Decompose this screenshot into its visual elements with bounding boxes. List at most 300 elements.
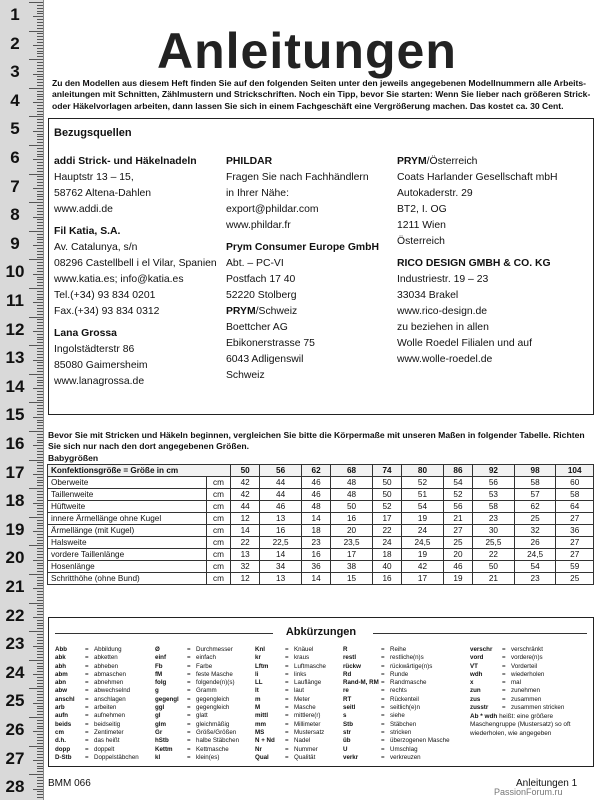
source-line: Av. Catalunya, s/n [54,242,138,253]
ruler-tick [37,305,43,306]
ruler-tick [37,265,43,266]
ruler-tick [37,751,43,752]
ruler-tick [37,380,43,381]
abbreviation-meaning: Stäbchen [390,720,417,728]
table-cell: 24 [402,525,444,537]
ruler-tick [37,748,43,749]
table-cell: 14 [301,573,330,585]
abbreviation-row [470,663,564,671]
ruler-tick [37,686,43,687]
ruler-tick [37,465,43,466]
table-cell: 23 [514,573,556,585]
ruler-tick [37,111,43,112]
ruler-tick [29,660,43,661]
equals-sign: = [187,654,191,662]
equals-sign: = [381,753,385,761]
ruler-tick [33,417,43,418]
abbreviation-key: cm [55,728,64,736]
abbreviation-meaning: klein(es) [196,753,220,761]
table-cell: 15 [331,573,373,585]
ruler-tick [37,279,43,280]
ruler-tick [37,314,43,315]
ruler-tick [29,145,43,146]
table-cell: 22 [473,549,515,561]
equals-sign: = [381,737,385,745]
ruler-tick [37,119,43,120]
abbreviation-key: Lftm [255,662,269,670]
footer-page: Anleitungen 1 [516,778,578,789]
source-line: export@phildar.com [226,204,319,215]
ruler-tick [37,771,43,772]
source-line: Autokaderstr. 29 [397,188,473,199]
source-line: 85080 Gaimersheim [54,360,148,371]
equals-sign: = [502,654,506,662]
abbreviation-row [55,671,139,679]
table-cell: 56 [473,477,515,489]
ruler-tick [37,105,43,106]
ruler-tick [33,274,43,275]
ruler-tick [37,600,43,601]
ruler-tick [37,797,43,798]
ruler-tick [37,694,43,695]
size-table [47,464,594,585]
abbreviation-meaning: feste Masche [196,670,233,678]
ruler-tick [37,82,43,83]
ruler-tick [33,388,43,389]
abbreviation-meaning: abnehmen [94,679,124,687]
abbreviation-meaning: Mustersatz [294,728,325,736]
abbreviation-key: s [343,712,347,720]
ruler-tick [37,611,43,612]
abbreviation-row [255,712,326,720]
table-cell: 64 [556,501,594,513]
source-line: in Ihrer Nähe: [226,188,289,199]
ruler-tick [37,623,43,624]
ruler-tick [37,511,43,512]
table-cell: 38 [331,561,373,573]
abbreviation-row [255,754,326,762]
abbreviation-meaning: Nadel [294,737,311,745]
ruler-number: 21 [5,577,25,596]
ruler-tick [33,703,43,704]
ruler-tick [37,397,43,398]
ruler-tick [37,448,43,449]
table-cell: 21 [443,513,472,525]
ruler-tick [37,585,43,586]
equals-sign: = [502,670,506,678]
abbreviation-key: Ø [155,646,160,653]
table-cell: 54 [402,501,444,513]
ruler-tick [37,425,43,426]
row-label: Oberweite [48,477,207,489]
abbreviation-key: li [255,670,259,678]
ruler-number: 6 [10,148,20,167]
ruler-number: 11 [6,291,24,310]
source-line: www.rico-design.de [397,306,488,317]
ruler-number: 25 [5,691,25,711]
abbreviation-row [343,687,450,695]
abbreviation-key: üb [343,737,351,745]
abbreviation-key: gl [155,712,161,720]
equals-sign: = [381,720,385,728]
abbreviation-meaning: Reihe [390,646,407,653]
ruler-tick [37,514,43,515]
abbreviation-row [155,679,239,687]
equals-sign: = [187,753,191,761]
abbreviation-meaning: zusammen stricken [511,704,565,712]
abbreviation-meaning: Umschlag [390,745,418,753]
abbreviation-meaning: Randmasche [390,679,427,687]
ruler-tick [37,65,43,66]
table-cell: 17 [331,549,373,561]
ruler-tick [37,165,43,166]
abbreviation-row [470,671,564,679]
table-cell: 54 [514,561,556,573]
abbreviation-meaning: Lauflänge [294,679,322,687]
source-line: 6043 Adligenswil [226,354,304,365]
table-cell: 32 [231,561,260,573]
ruler-tick [37,420,43,421]
abbreviation-meaning: abmaschen [94,670,126,678]
ruler-tick [37,68,43,69]
ruler-tick [37,608,43,609]
abbreviation-row [155,646,239,654]
ruler-tick [37,666,43,667]
ruler-tick [29,603,43,604]
table-cell: 19 [443,573,472,585]
equals-sign: = [381,654,385,662]
ruler-tick [33,217,43,218]
equals-sign: = [85,654,89,662]
row-unit: cm [207,477,231,489]
ruler-tick [37,182,43,183]
table-cell: 60 [556,477,594,489]
ruler-tick [37,643,43,644]
ruler-tick [37,723,43,724]
abbreviation-key: zun [470,687,481,695]
row-unit: cm [207,525,231,537]
ruler-tick [37,637,43,638]
ruler-tick [33,503,43,504]
ruler-number: 9 [10,233,20,253]
table-cell: 48 [331,489,373,501]
abbreviation-key: beids [55,720,72,728]
ruler-tick [37,525,43,526]
abbreviation-key: Qual [255,753,269,761]
abbreviation-row [155,754,239,762]
ruler-tick [37,468,43,469]
abbreviation-row [255,679,326,687]
size-table-title: Babygrößen [48,453,99,463]
ruler-tick [37,454,43,455]
equals-sign: = [285,704,289,712]
abbreviation-key: lt [255,687,259,695]
abbreviations-note: Ab * wdh heißt: eine größere Maschengruppe (Mustersatz) so oft wiederholen, wie angegeben [470,713,571,737]
ruler-tick [37,334,43,335]
equals-sign: = [502,646,506,653]
ruler-tick [37,385,43,386]
ruler-tick [37,754,43,755]
abbreviation-column [470,646,564,712]
ruler-number: 22 [5,605,25,625]
ruler-tick [37,614,43,615]
abbreviation-row [55,654,139,662]
source-line: Prym Consumer Europe GmbH [226,242,380,253]
table-cell: 59 [556,561,594,573]
table-cell: 50 [473,561,515,573]
ruler-tick [37,282,43,283]
table-row [48,525,594,537]
size-column-header: 68 [331,465,373,477]
ruler-number: 27 [5,748,25,768]
table-cell: 42 [231,477,260,489]
table-cell: 16 [301,549,330,561]
abbreviation-column [155,646,239,762]
abbreviation-row [255,721,326,729]
table-cell: 46 [301,489,330,501]
table-cell: 53 [473,489,515,501]
abbreviation-row [155,746,239,754]
abbreviation-row [470,704,564,712]
ruler-tick [33,789,43,790]
ruler-tick [37,151,43,152]
equals-sign: = [85,670,89,678]
table-row [48,489,594,501]
watermark: PassionForum.ru [494,787,563,797]
ruler-tick [29,231,43,232]
ruler-tick [37,291,43,292]
abbreviation-row [155,696,239,704]
sources-column-3 [397,154,558,368]
ruler-tick [37,480,43,481]
table-cell: 19 [402,549,444,561]
ruler-tick [29,688,43,689]
row-unit: cm [207,549,231,561]
table-cell: 23 [301,537,330,549]
abbreviation-row [470,646,564,654]
row-label: Hosenlänge [48,561,207,573]
source-line: Hauptstr 13 – 15, [54,172,134,183]
ruler-tick [37,777,43,778]
intro-paragraph: Zu den Modellen aus diesem Heft finden Sie auf den folgenden Seiten unter den jeweils angegebenen Modellnummern alle Arbeitsanleitungen mit Schnitten, Zählmustern und Strickschriften. Noch ein Tipp, bevor Sie starten: Wenn Sie lieber nach größeren Strick- oder Häkelvorlagen arbeiten, dann lassen Sie sich in einem Fachgeschäft eine Vergrößerung machen. Das kostet ca. 30 Cent. [52,78,591,111]
ruler-tick [29,259,43,260]
table-cell: 42 [402,561,444,573]
table-cell: 18 [372,549,401,561]
table-cell: 50 [331,501,373,513]
ruler-tick [33,760,43,761]
ruler-tick [37,505,43,506]
abbreviation-meaning: gegengleich [196,704,230,712]
source-line: Ebikonerstrasse 75 [226,338,315,349]
ruler-tick [37,94,43,95]
ruler-tick [37,79,43,80]
ruler-number: 28 [5,777,25,797]
abbreviation-meaning: glatt [196,712,208,720]
table-cell: 58 [514,477,556,489]
ruler-tick [37,437,43,438]
abbreviation-meaning: verkreuzen [390,753,421,761]
ruler-tick [37,500,43,501]
equals-sign: = [285,720,289,728]
ruler-tick [37,76,43,77]
row-label: vordere Taillenlänge [48,549,207,561]
ruler-tick [37,706,43,707]
table-cell: 13 [260,573,302,585]
ruler-tick [37,371,43,372]
abbreviation-meaning: überzogenen Masche [390,737,450,745]
abbreviation-row [55,696,139,704]
ruler-tick [37,311,43,312]
equals-sign: = [85,704,89,712]
ruler-tick [37,768,43,769]
source-line: Coats Harlander Gesellschaft mbH [397,172,558,183]
abbreviation-meaning: arbeiten [94,704,117,712]
ruler-tick [37,766,43,767]
abbreviation-meaning: Rückenteil [390,695,419,703]
ruler-tick [29,402,43,403]
ruler-tick [37,577,43,578]
equals-sign: = [187,737,191,745]
ruler-tick [37,142,43,143]
ruler-tick [37,605,43,606]
abbreviation-row [470,687,564,695]
ruler-tick [33,188,43,189]
table-cell: 50 [372,489,401,501]
abbreviation-meaning: Millimeter [294,720,321,728]
row-label: Schritthöhe (ohne Bund) [48,573,207,585]
ruler-tick [37,171,43,172]
abbreviation-key: mm [255,720,267,728]
ruler-tick [29,288,43,289]
row-label: Hüftweite [48,501,207,513]
table-cell: 52 [372,501,401,513]
ruler-tick [33,16,43,17]
ruler-number: 18 [5,491,25,511]
ruler-tick [37,25,43,26]
abbreviation-row [55,729,139,737]
ruler-tick [37,297,43,298]
table-cell: 42 [231,489,260,501]
ruler-tick [37,540,43,541]
abbreviation-key: g [155,687,159,695]
abbreviation-row [255,696,326,704]
sources-column-1 [54,154,217,390]
equals-sign: = [381,712,385,720]
ruler-tick [37,337,43,338]
abbreviation-row [343,754,450,762]
ruler-tick [37,128,43,129]
ruler-tick [37,442,43,443]
abbreviation-meaning: einfach [196,654,216,662]
abbreviation-row [155,671,239,679]
ruler-tick [37,462,43,463]
abbreviation-row [255,646,326,654]
equals-sign: = [285,679,289,687]
ruler-tick [37,680,43,681]
equals-sign: = [381,687,385,695]
abbreviation-row [343,729,450,737]
ruler-tick [37,391,43,392]
ruler-tick [37,219,43,220]
ruler-tick [37,48,43,49]
abbreviation-row [470,696,564,704]
ruler-tick [29,431,43,432]
ruler-tick [29,774,43,775]
abbreviation-row [343,721,450,729]
source-line [397,154,558,170]
abbreviation-key: M [255,704,261,712]
abbreviation-row [255,704,326,712]
abbreviation-row [55,646,139,654]
abbreviation-meaning: wiederholen [511,670,545,678]
table-cell: 50 [372,477,401,489]
ruler-tick [37,583,43,584]
table-cell: 12 [231,513,260,525]
ruler-tick [37,714,43,715]
source-line: www.phildar.fr [226,220,291,231]
equals-sign: = [85,646,89,653]
equals-sign: = [381,695,385,703]
ruler-tick [37,554,43,555]
abbreviation-row [55,663,139,671]
ruler-number: 16 [5,434,25,453]
ruler-tick [33,560,43,561]
abbreviation-key: einf [155,654,167,662]
table-cell: 26 [514,537,556,549]
abbreviation-key: D-Stb [55,753,72,761]
ruler-tick [37,228,43,229]
abbreviation-key: folg [155,679,167,687]
ruler-tick [37,494,43,495]
table-row [48,549,594,561]
equals-sign: = [285,737,289,745]
ruler-tick [29,116,43,117]
ruler-tick [37,325,43,326]
table-cell: 30 [473,525,515,537]
abbreviation-row [155,663,239,671]
equals-sign: = [187,670,191,678]
abbreviation-meaning: restliche(n)s [390,654,424,662]
table-cell: 17 [372,513,401,525]
ruler-tick [37,211,43,212]
table-cell: 21 [473,573,515,585]
equals-sign: = [502,695,506,703]
equals-sign: = [285,670,289,678]
ruler-tick [37,248,43,249]
equals-sign: = [381,670,385,678]
abbreviation-meaning: Luftmasche [294,662,326,670]
row-unit: cm [207,489,231,501]
ruler-tick [37,668,43,669]
abbreviation-row [55,754,139,762]
abbreviation-row [55,687,139,695]
abbreviation-meaning: aufnehmen [94,712,125,720]
abbreviation-row [343,704,450,712]
equals-sign: = [187,745,191,753]
table-cell: 25 [514,513,556,525]
table-cell: 40 [372,561,401,573]
equals-sign: = [381,745,385,753]
ruler-tick [37,62,43,63]
ruler-tick [37,691,43,692]
ruler-tick [37,139,43,140]
ruler-tick [37,199,43,200]
ruler-tick [37,628,43,629]
ruler-tick [37,257,43,258]
abbreviation-row [343,654,450,662]
equals-sign: = [502,704,506,712]
table-cell: 13 [260,513,302,525]
